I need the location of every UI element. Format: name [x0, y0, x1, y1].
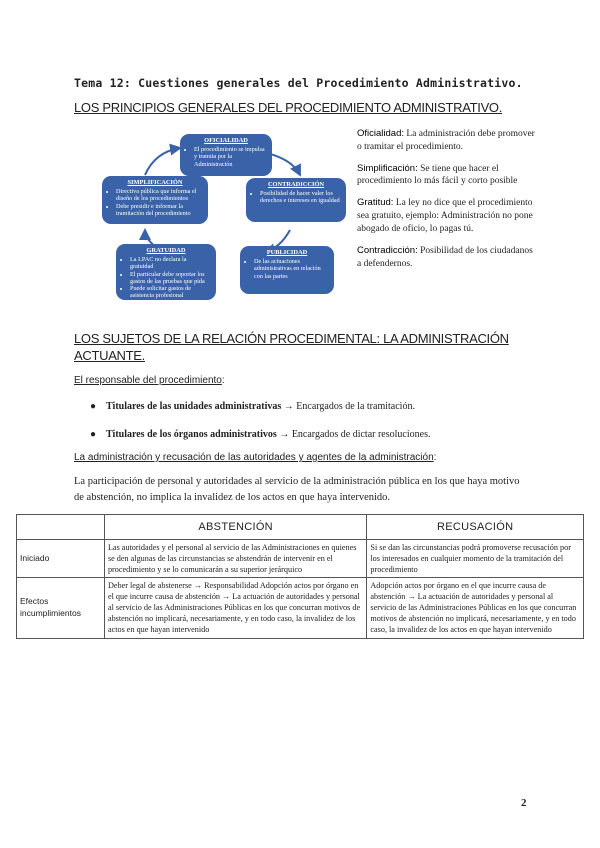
page-number: 2 — [521, 797, 527, 809]
box-gratuidad-item: • El particular debe soportar los gastos de las pruebas que pida — [130, 271, 210, 285]
box-gratuidad-title: GRATUIDAD — [146, 247, 186, 254]
note-simplificacion: Simplificación: Se tiene que hacer el procedimiento lo más fácil y corto posible — [357, 162, 518, 187]
principles-notes — [357, 128, 537, 279]
cell-efectos-abstencion: Deber legal de abstenerse → Responsabilidad Adopción actos por órgano en el que incurre causa de abstención → La actuación de autoridades y personal al servicio de las Administraciones Públicas en los que concurran motivos de abstención no implicará, necesariamente, y en todo caso, la invalidez de los actos en que hayan intervenido — [104, 578, 366, 638]
row-label-efectos: Efectos incumplimientos — [17, 578, 105, 638]
table-header-recusacion: RECUSACIÓN — [367, 515, 584, 540]
table-row — [17, 540, 584, 578]
box-simplificacion-item: • Debe presidir e informar la tramitación del procedimiento — [116, 203, 202, 217]
box-gratuidad — [116, 244, 216, 300]
table-header-row — [17, 515, 584, 540]
box-publicidad-text: • De las actuaciones administrativas en relación con las partes — [254, 258, 328, 279]
section-heading-sujetos — [74, 331, 509, 365]
section-heading-sujetos-line1: LOS SUJETOS DE LA RELACIÓN PROCEDIMENTAL: LA ADMINISTRACIÓN — [74, 331, 509, 346]
row-label-iniciado: Iniciado — [17, 540, 105, 578]
box-gratuidad-item: • Puede solicitar gastos de asistencia profesional — [130, 285, 210, 299]
document-title: Tema 12: Cuestiones generales del Procedimiento Administrativo. — [74, 76, 523, 90]
cell-efectos-recusacion: Adopción actos por órgano en el que incurre causa de abstención → La actuación de autoridades y personal al servicio de las Administraciones Públicas en los que concurran motivos de abstención no implicará, necesariamente, y en todo caso, la invalidez de los actos en que hayan intervenido — [367, 578, 584, 638]
box-publicidad-title: PUBLICIDAD — [266, 249, 308, 256]
table-header-abstencion: ABSTENCIÓN — [104, 515, 366, 540]
box-oficialidad-text: • El procedimiento se impulsa y tramita por la Administración — [194, 146, 266, 167]
responsable-heading: El responsable del procedimiento: — [74, 375, 225, 386]
box-contradiccion — [246, 178, 346, 222]
cell-iniciado-recusacion: Si se dan las circunstancias podrá promoverse recusación por los interesados en cualquier momento de la tramitación del procedimiento — [367, 540, 584, 578]
cell-iniciado-abstencion: Las autoridades y el personal al servicio de las Administraciones en quienes se den algunas de las circunstancias se abstendrán de intervenir en el procedimiento y se lo comunicarán a su superior jerárquico — [104, 540, 366, 578]
box-simplificacion — [102, 176, 208, 224]
table-header-empty — [17, 515, 105, 540]
principles-diagram — [100, 130, 350, 302]
table-row — [17, 578, 584, 638]
note-contradiccion: Contradicción: Posibilidad de los ciudadanos a defendernos. — [357, 244, 533, 269]
section-heading-sujetos-line2: ACTUANTE. — [74, 347, 145, 363]
note-oficialidad: Oficialidad: La administración debe promover o tramitar el procedimiento. — [357, 128, 535, 152]
recusacion-heading: La administración y recusación de las autoridades y agentes de la administración: — [74, 452, 437, 463]
box-simplificacion-item: • Directiva pública que informa el diseño de los procedimientos — [116, 188, 202, 202]
box-oficialidad-title: OFICIALIDAD — [204, 137, 248, 144]
note-gratitud: Gratitud: La ley no dice que el procedimiento sea gratuito, ejemplo: Administración no pone abogado de oficio, lo pagas tú. — [357, 197, 533, 234]
abstencion-recusacion-table — [16, 514, 584, 639]
box-gratuidad-item: • La LPAC no declara la gratuidad — [130, 256, 210, 270]
bullet-organos: ● Titulares de los órganos administrativos → Encargados de dictar resoluciones. — [90, 429, 431, 440]
box-publicidad — [240, 246, 334, 294]
arrow-4 — [145, 148, 180, 175]
box-contradiccion-title: CONTRADICCIÓN — [267, 181, 325, 188]
participation-paragraph: La participación de personal y autoridades al servicio de la administración pública en los que haya motivo de abstención, no implica la invalidez de los actos en que haya intervenido. — [74, 476, 520, 503]
box-simplificacion-title: SIMPLIFICACIÓN — [127, 179, 183, 186]
section-heading-principios: LOS PRINCIPIOS GENERALES DEL PROCEDIMIENTO ADMINISTRATIVO. — [74, 100, 503, 115]
box-contradiccion-text: • Posibilidad de hacer valer los derechos e intereses en igualdad — [260, 190, 340, 204]
box-oficialidad — [180, 134, 272, 176]
bullet-unidades: ● Titulares de las unidades administrativas → Encargados de la tramitación. — [90, 401, 415, 412]
